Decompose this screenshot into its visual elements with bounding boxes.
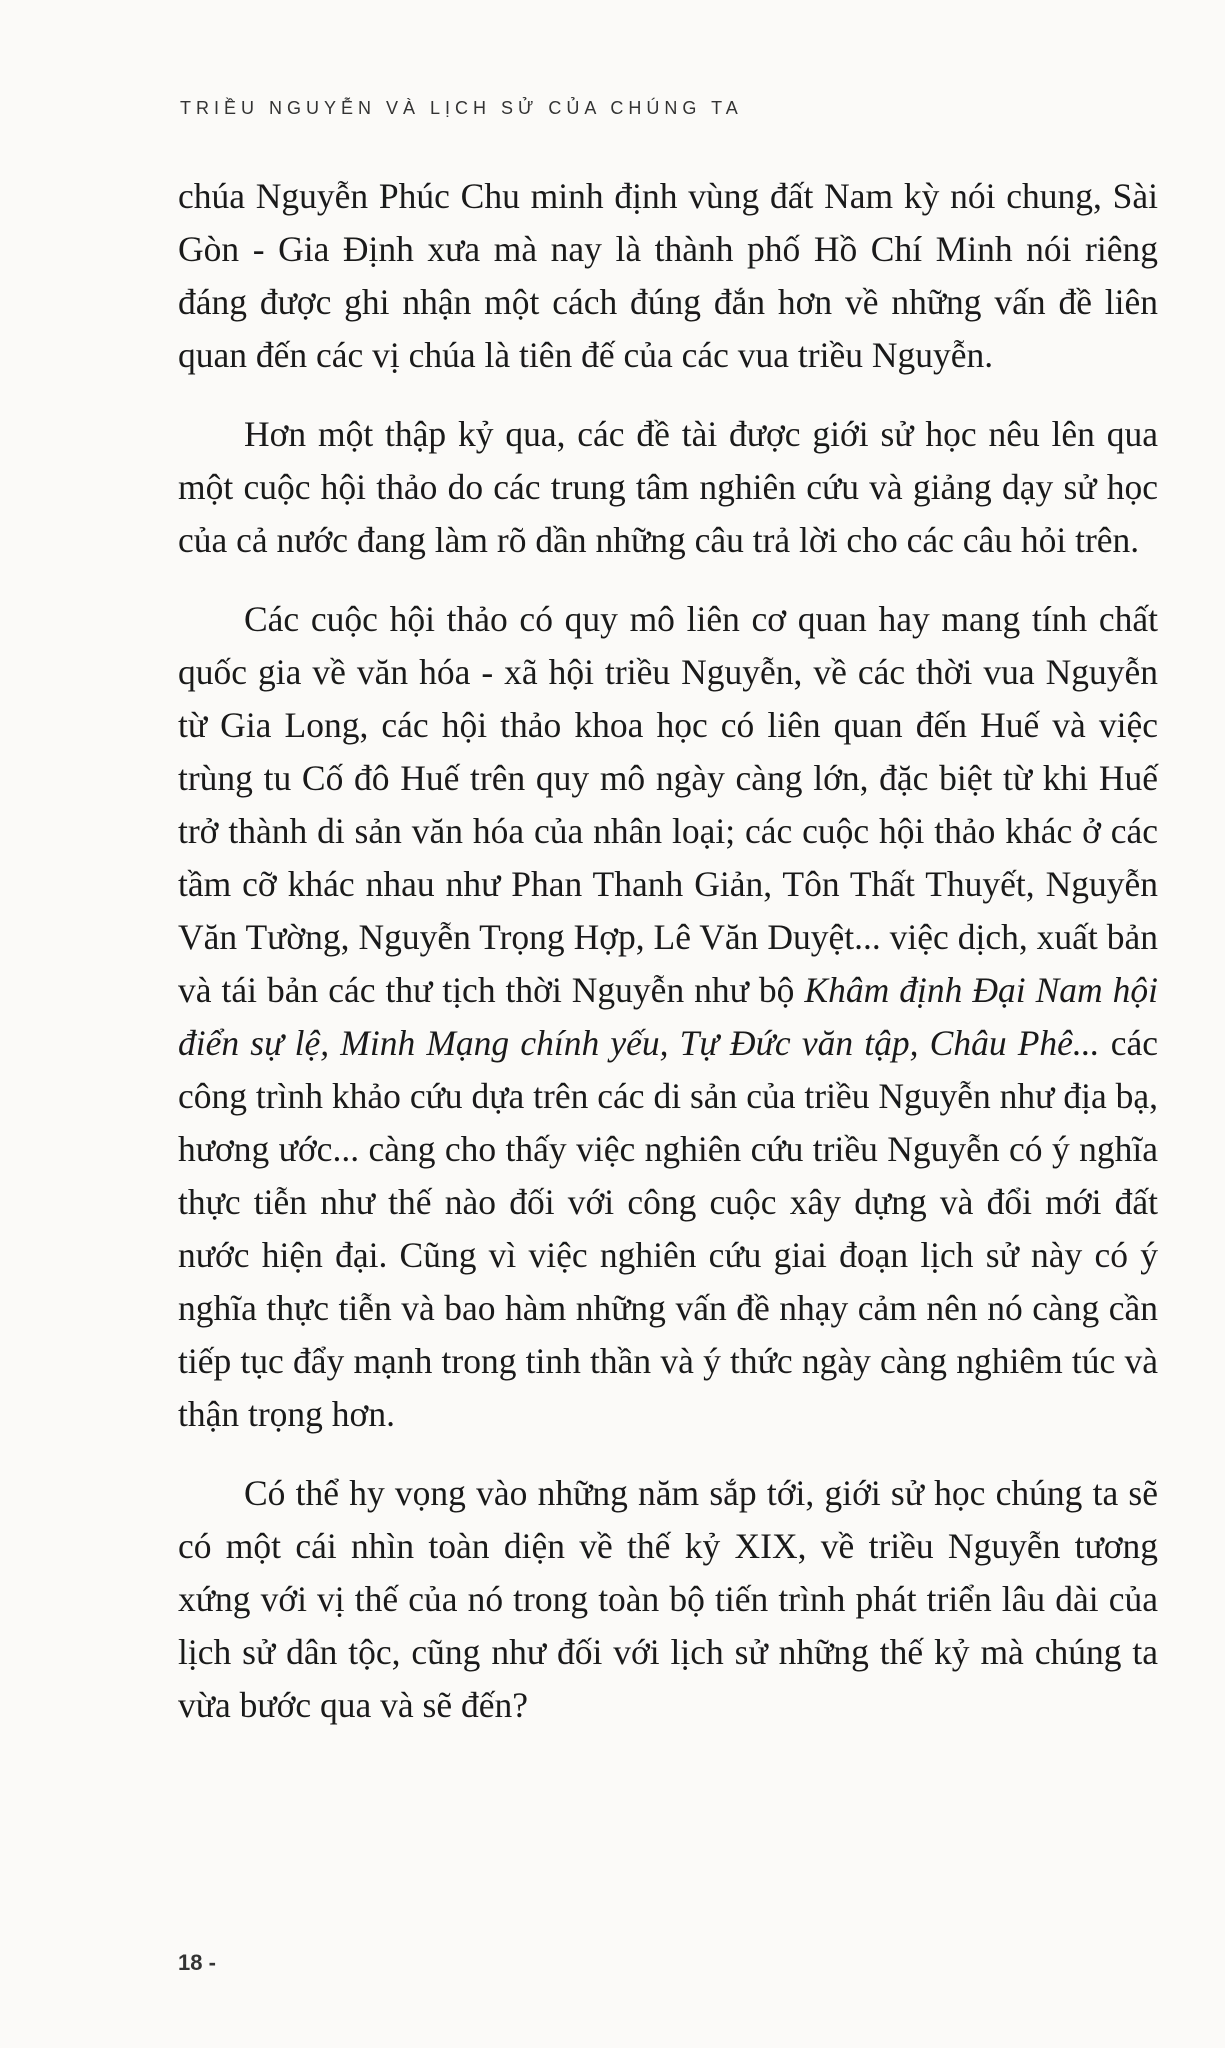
page-number: 18 - (178, 1950, 216, 1975)
body-text (178, 170, 1158, 1758)
paragraph-2: Hơn một thập kỷ qua, các đề tài được giới sử học nêu lên qua một cuộc hội thảo do các trung tâm nghiên cứu và giảng dạy sử học của cả nước đang làm rõ dần những câu trả lời cho các câu hỏi trên. (178, 414, 1158, 560)
paragraph-continued: chúa Nguyễn Phúc Chu minh định vùng đất Nam kỳ nói chung, Sài Gòn - Gia Định xưa mà nay là thành phố Hồ Chí Minh nói riêng đáng được ghi nhận một cách đúng đắn hơn về những vấn đề liên quan đến các vị chúa là tiên đế của các vua triều Nguyễn. (178, 176, 1158, 375)
running-header: TRIỀU NGUYỄN VÀ LỊCH SỬ CỦA CHÚNG TA (180, 98, 743, 118)
paragraph-3 (178, 593, 1158, 1441)
paragraph-3-book-titles: Khâm định Đại Nam hội điển sự lệ, Minh Mạng chính yếu, Tự Đức văn tập, Châu Phê... (178, 970, 1158, 1063)
paragraph-3-part-1: Các cuộc hội thảo có quy mô liên cơ quan hay mang tính chất quốc gia về văn hóa - xã hội triều Nguyễn, về các thời vua Nguyễn từ Gia Long, các hội thảo khoa học có liên quan đến Huế và việc trùng tu Cố đô Huế trên quy mô ngày càng lớn, đặc biệt từ khi Huế trở thành di sản văn hóa của nhân loại; các cuộc hội thảo khác ở các tầm cỡ khác nhau như Phan Thanh Giản, Tôn Thất Thuyết, Nguyễn Văn Tường, Nguyễn Trọng Hợp, Lê Văn Duyệt... việc dịch, xuất bản và tái bản các thư tịch thời Nguyễn như bộ (178, 599, 1158, 1010)
paragraph-4: Có thể hy vọng vào những năm sắp tới, giới sử học chúng ta sẽ có một cái nhìn toàn diện về thế kỷ XIX, về triều Nguyễn tương xứng với vị thế của nó trong toàn bộ tiến trình phát triển lâu dài của lịch sử dân tộc, cũng như đối với lịch sử những thế kỷ mà chúng ta vừa bước qua và sẽ đến? (178, 1473, 1158, 1725)
paragraph-3-part-2: các công trình khảo cứu dựa trên các di sản của triều Nguyễn như địa bạ, hương ước... càng cho thấy việc nghiên cứu triều Nguyễn có ý nghĩa thực tiễn như thế nào đối với công cuộc xây dựng và đổi mới đất nước hiện đại. Cũng vì việc nghiên cứu giai đoạn lịch sử này có ý nghĩa thực tiễn và bao hàm những vấn đề nhạy cảm nên nó càng cần tiếp tục đẩy mạnh trong tinh thần và ý thức ngày càng nghiêm túc và thận trọng hơn. (178, 1023, 1158, 1434)
